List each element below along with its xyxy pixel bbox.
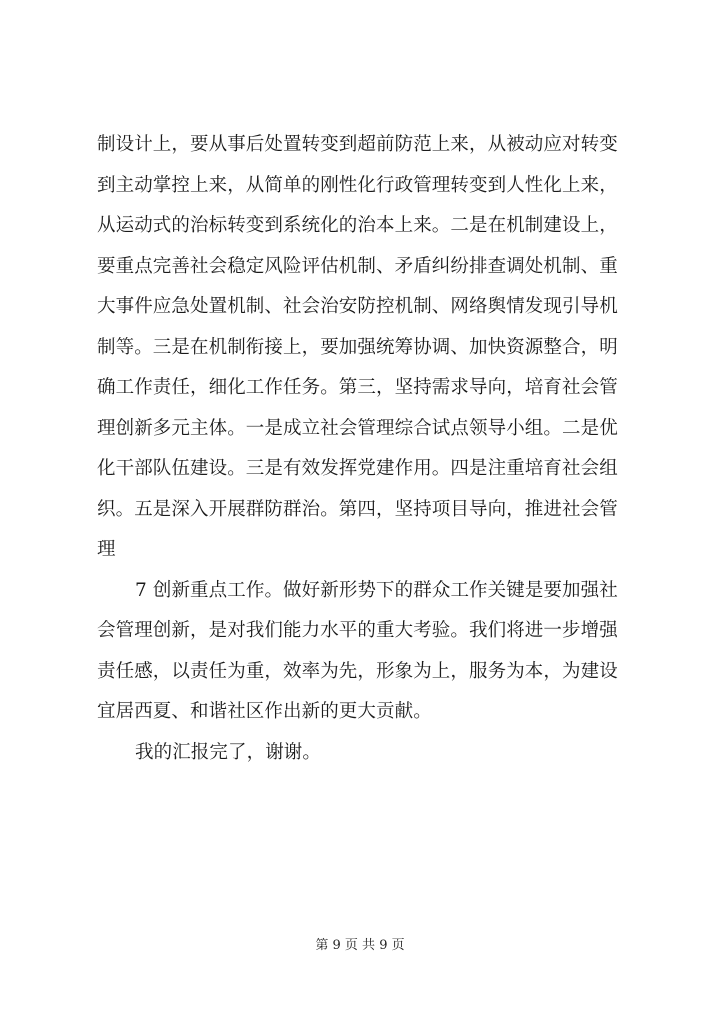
text-line: 大事件应急处置机制、社会治安防控机制、网络舆情发现引导机: [97, 296, 618, 317]
page-footer: 第 9 页 共 9 页: [315, 938, 405, 953]
text-line: 到主动掌控上来，从简单的刚性化行政管理转变到人性化上来，: [97, 174, 618, 196]
text-line: 化干部队伍建设。三是有效发挥党建作用。四是注重培育社会组: [97, 458, 618, 479]
text-line: 从运动式的治标转变到系统化的治本上来。二是在机制建设上，: [97, 215, 618, 236]
text-line: 责任感，以责任为重，效率为先，形象为上，服务为本，为建设: [97, 660, 618, 682]
text-line: 制等。三是在机制衔接上，要加强统筹协调、加快资源整合，明: [97, 336, 618, 358]
text-line: 宜居西夏、和谐社区作出新的更大贡献。: [97, 701, 432, 722]
text-line: 要重点完善社会稳定风险评估机制、矛盾纠纷排查调处机制、重: [97, 255, 618, 277]
text-line: 确工作责任，细化工作任务。第三，坚持需求导向，培育社会管: [97, 377, 618, 398]
text-line-indented: 7 创新重点工作。做好新形势下的群众工作关键是要加强社: [135, 579, 618, 601]
text-line: 理: [97, 539, 116, 560]
text-line: 制设计上，要从事后处置转变到超前防范上来，从被动应对转变: [97, 134, 618, 155]
closing-line: 我的汇报完了，谢谢。: [135, 741, 322, 763]
text-line: 理创新多元主体。一是成立社会管理综合试点领导小组。二是优: [97, 417, 618, 439]
document-body: [97, 125, 645, 773]
text-line: 织。五是深入开展群防群治。第四，坚持项目导向，推进社会管: [97, 498, 618, 520]
text-line: 会管理创新，是对我们能力水平的重大考验。我们将进一步增强: [97, 620, 618, 641]
